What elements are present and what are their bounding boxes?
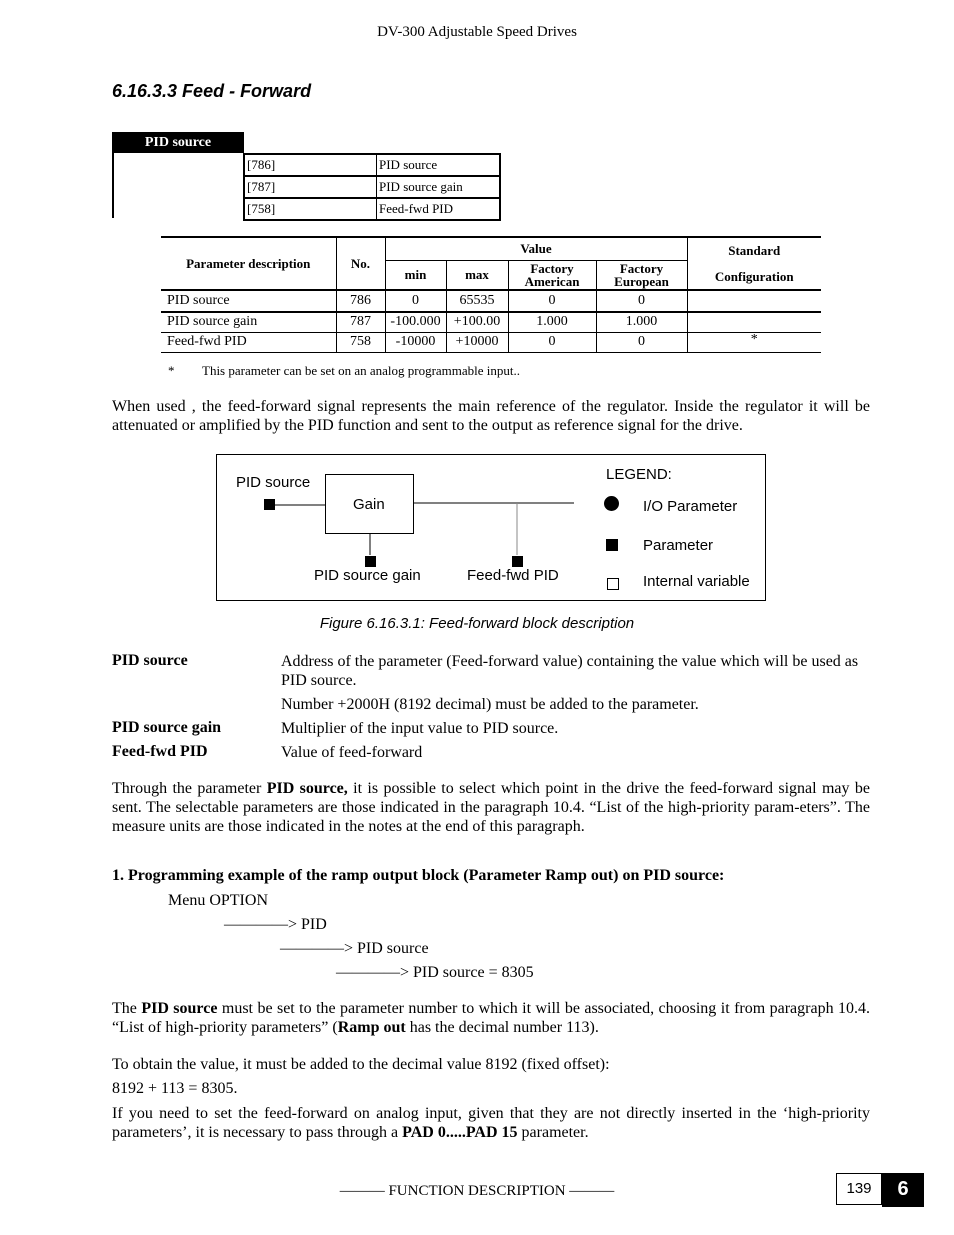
through-paragraph xyxy=(112,779,870,836)
param-number: [787] xyxy=(244,176,377,198)
chapter-tab: 6 xyxy=(882,1173,924,1207)
cell-description: PID source xyxy=(161,290,336,312)
param-name: PID source gain xyxy=(377,176,501,198)
pid-parameter-list xyxy=(243,153,501,221)
header-factory-am-line1: Factory xyxy=(530,260,574,276)
cell-min: 0 xyxy=(385,290,446,312)
def-feed-fwd-pid: Value of feed-forward xyxy=(281,744,423,761)
list-item xyxy=(244,198,500,220)
header-description: Parameter description xyxy=(161,237,336,290)
feed-fwd-parameter-icon xyxy=(512,556,523,567)
header-factory-eu-line2: European xyxy=(614,273,669,289)
menu-option: Menu OPTION xyxy=(168,892,268,909)
param-name: Feed-fwd PID xyxy=(377,198,501,220)
header-factory-european xyxy=(596,260,687,290)
internal-variable-legend-icon xyxy=(607,578,619,590)
cell-max: 65535 xyxy=(446,290,508,312)
pid-source-diagram-label: PID source xyxy=(236,474,311,491)
param-number: [758] xyxy=(244,198,377,220)
menu-step-pid: ————> PID xyxy=(224,916,327,933)
feed-fwd-diagram-label: Feed-fwd PID xyxy=(467,567,559,584)
pid-source-gain-parameter-icon xyxy=(365,556,376,567)
cell-number: 787 xyxy=(336,312,385,332)
text-run: If you need to set the feed-forward on analog input, given that they are not directly inserted in the ‘high-priority parameters’, it is necessary to pass through a xyxy=(112,1105,870,1141)
param-name: PID source xyxy=(377,154,501,176)
legend-io-label: I/O Parameter xyxy=(643,498,738,515)
text-run: has the decimal number 113). xyxy=(405,1019,599,1036)
term-pid-source: PID source xyxy=(112,652,188,669)
cell-standard xyxy=(687,290,821,312)
header-factory-eu-line1: Factory xyxy=(619,260,664,276)
cell-standard xyxy=(687,312,821,332)
text-run: The xyxy=(112,1000,142,1017)
intro-paragraph: When used , the feed-forward signal represents the main reference of the regulator. Inside the regulator it will be attenuated or amplified by the PID function and sent to the output as reference signal for the drive. xyxy=(112,398,870,434)
cell-factory-american: 1.000 xyxy=(508,312,596,332)
pid-source-parameter-icon xyxy=(264,499,275,510)
header-standard-configuration xyxy=(687,237,821,290)
obtain-line: To obtain the value, it must be added to the decimal value 8192 (fixed offset): xyxy=(112,1056,610,1073)
parameter-table xyxy=(161,236,821,353)
text-run: must be set to the parameter number to which it will be associated, choosing it from paragraph 10.4. “List of high-priority parameters” ( xyxy=(112,1000,871,1036)
header-std-line2: Configuration xyxy=(714,269,794,284)
bold-run: PAD 0.....PAD 15 xyxy=(402,1124,518,1141)
term-pid-source-gain: PID source gain xyxy=(112,719,222,736)
table-row xyxy=(161,332,821,352)
menu-step-pid-source: ————> PID source xyxy=(280,940,429,957)
pid-source-label-bar: PID source xyxy=(112,132,244,153)
bold-run: PID source xyxy=(141,1000,218,1017)
header-std-line1: Standard xyxy=(728,243,781,258)
pid-box-left-rule xyxy=(112,153,114,218)
cell-min: -100.000 xyxy=(385,312,446,332)
running-footer: ——— FUNCTION DESCRIPTION ——— xyxy=(339,1183,615,1199)
cell-min: -10000 xyxy=(385,332,446,352)
legend-parameter-label: Parameter xyxy=(643,537,714,554)
feed-forward-block-diagram xyxy=(216,454,766,601)
legend-internal-label: Internal variable xyxy=(643,573,750,590)
header-number: No. xyxy=(336,237,385,290)
table-row xyxy=(161,290,821,312)
list-item xyxy=(244,176,500,198)
bold-run: PID source, xyxy=(266,780,348,797)
cell-max: +100.00 xyxy=(446,312,508,332)
text-run: it is possible to select which point in the drive the feed-forward signal may be sent. The selectable parameters are those indicated in the paragraph 10.4. “List of the high-priority param-eters”. The measure units are those indicated in the notes at the end of this paragraph. xyxy=(112,780,870,835)
header-max: max xyxy=(446,260,508,290)
running-header: DV-300 Adjustable Speed Drives xyxy=(377,24,577,40)
figure-caption: Figure 6.16.3.1: Feed-forward block description xyxy=(319,615,635,632)
def-pid-source: Address of the parameter (Feed-forward value) containing the value which will be used as PID source. xyxy=(281,653,859,689)
menu-step-pid-source-value: ————> PID source = 8305 xyxy=(336,964,534,981)
list-item xyxy=(244,154,500,176)
cell-description: Feed-fwd PID xyxy=(161,332,336,352)
section-title: 6.16.3.3 Feed - Forward xyxy=(112,81,312,101)
legend-title: LEGEND: xyxy=(606,466,672,483)
io-parameter-legend-icon xyxy=(604,496,619,511)
page-number: 139 xyxy=(836,1173,882,1205)
cell-factory-european: 0 xyxy=(596,332,687,352)
term-feed-fwd-pid: Feed-fwd PID xyxy=(112,743,208,760)
cell-number: 786 xyxy=(336,290,385,312)
example-heading: 1. Programming example of the ramp output block (Parameter Ramp out) on PID source: xyxy=(112,867,725,884)
cell-factory-european: 1.000 xyxy=(596,312,687,332)
cell-number: 758 xyxy=(336,332,385,352)
pid-source-gain-diagram-label: PID source gain xyxy=(314,567,421,584)
header-min: min xyxy=(385,260,446,290)
cell-factory-american: 0 xyxy=(508,332,596,352)
def-pid-source-offset: Number +2000H (8192 decimal) must be added to the parameter. xyxy=(281,696,699,713)
parameter-legend-icon xyxy=(606,539,618,551)
sum-line: 8192 + 113 = 8305. xyxy=(112,1080,238,1097)
footnote-text: This parameter can be set on an analog programmable input.. xyxy=(202,363,521,378)
table-row xyxy=(161,312,821,332)
association-paragraph xyxy=(112,999,870,1037)
cell-max: +10000 xyxy=(446,332,508,352)
text-run: Through the parameter xyxy=(112,780,267,797)
cell-description: PID source gain xyxy=(161,312,336,332)
bold-run: Ramp out xyxy=(337,1019,406,1036)
header-factory-am-line2: American xyxy=(524,273,580,289)
text-run: parameter. xyxy=(517,1124,589,1141)
footnote-mark: * xyxy=(168,363,175,378)
cell-factory-european: 0 xyxy=(596,290,687,312)
def-pid-source-gain: Multiplier of the input value to PID source. xyxy=(281,720,559,737)
cell-standard: * xyxy=(687,332,821,352)
analog-paragraph xyxy=(112,1104,870,1142)
param-number: [786] xyxy=(244,154,377,176)
header-value: Value xyxy=(385,237,687,260)
header-factory-american xyxy=(508,260,596,290)
gain-block-label: Gain xyxy=(353,496,385,513)
cell-factory-american: 0 xyxy=(508,290,596,312)
